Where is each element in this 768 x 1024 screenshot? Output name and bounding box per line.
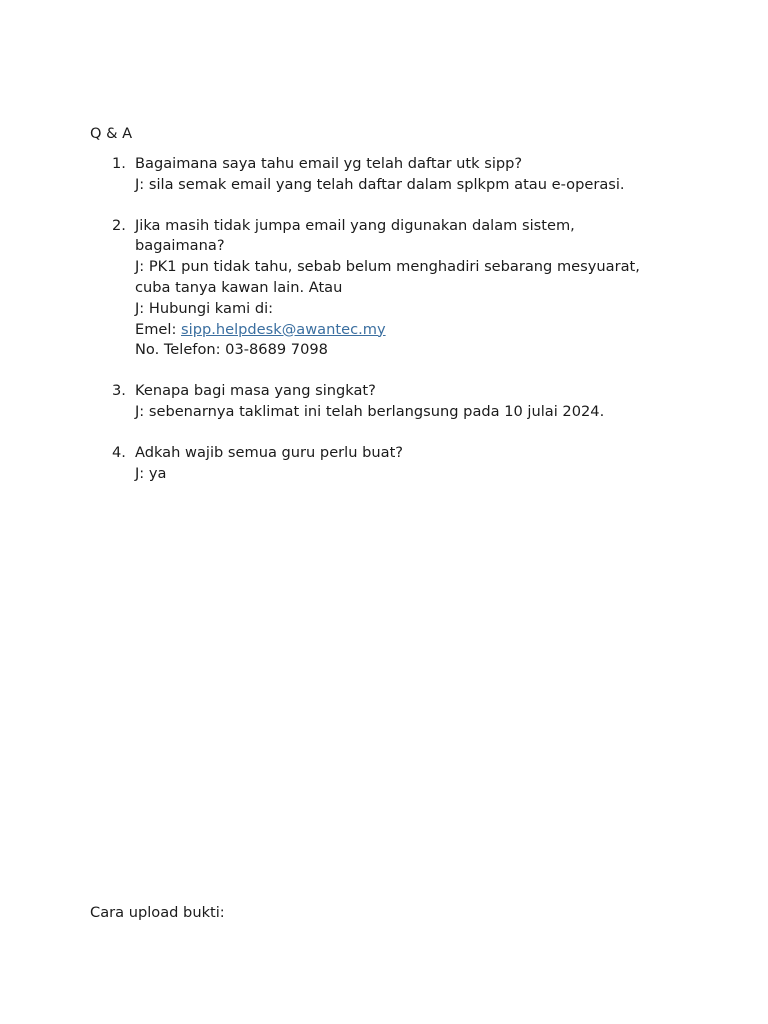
qa-item-4 [90, 443, 690, 485]
upload-instructions-heading: Cara upload bukti: [90, 904, 225, 921]
question-text: Jika masih tidak jumpa email yang digunakan dalam sistem, [135, 216, 575, 234]
answer-text: J: sila semak email yang telah daftar dalam splkpm atau e-operasi. [135, 175, 625, 193]
list-number: 1. [112, 155, 126, 172]
phone-line: No. Telefon: 03-8689 7098 [135, 341, 328, 359]
answer-text: J: ya [135, 464, 167, 482]
qa-list [90, 154, 690, 504]
email-label: Emel: [135, 320, 182, 338]
qa-item-3 [90, 381, 690, 423]
answer-text: J: PK1 pun tidak tahu, sebab belum menghadiri sebarang mesyuarat, [135, 258, 640, 276]
question-text: bagaimana? [135, 237, 225, 255]
question-text: Adkah wajib semua guru perlu buat? [135, 443, 404, 461]
list-number: 3. [112, 382, 126, 400]
email-link[interactable]: sipp.helpdesk@awantec.my [181, 320, 386, 338]
answer-text: J: sebenarnya taklimat ini telah berlangsung pada 10 julai 2024. [135, 402, 605, 420]
qa-heading: Q & A [90, 125, 133, 142]
qa-item-1 [90, 154, 690, 196]
list-number: 2. [112, 216, 126, 234]
answer-text: J: Hubungi kami di: [135, 299, 274, 317]
list-number: 4. [112, 443, 126, 461]
question-text: Kenapa bagi masa yang singkat? [135, 382, 376, 400]
email-line [135, 320, 690, 341]
answer-text: cuba tanya kawan lain. Atau [135, 278, 343, 296]
question-text: Bagaimana saya tahu email yg telah daftar utk sipp? [135, 155, 523, 172]
qa-item-2 [90, 216, 690, 362]
